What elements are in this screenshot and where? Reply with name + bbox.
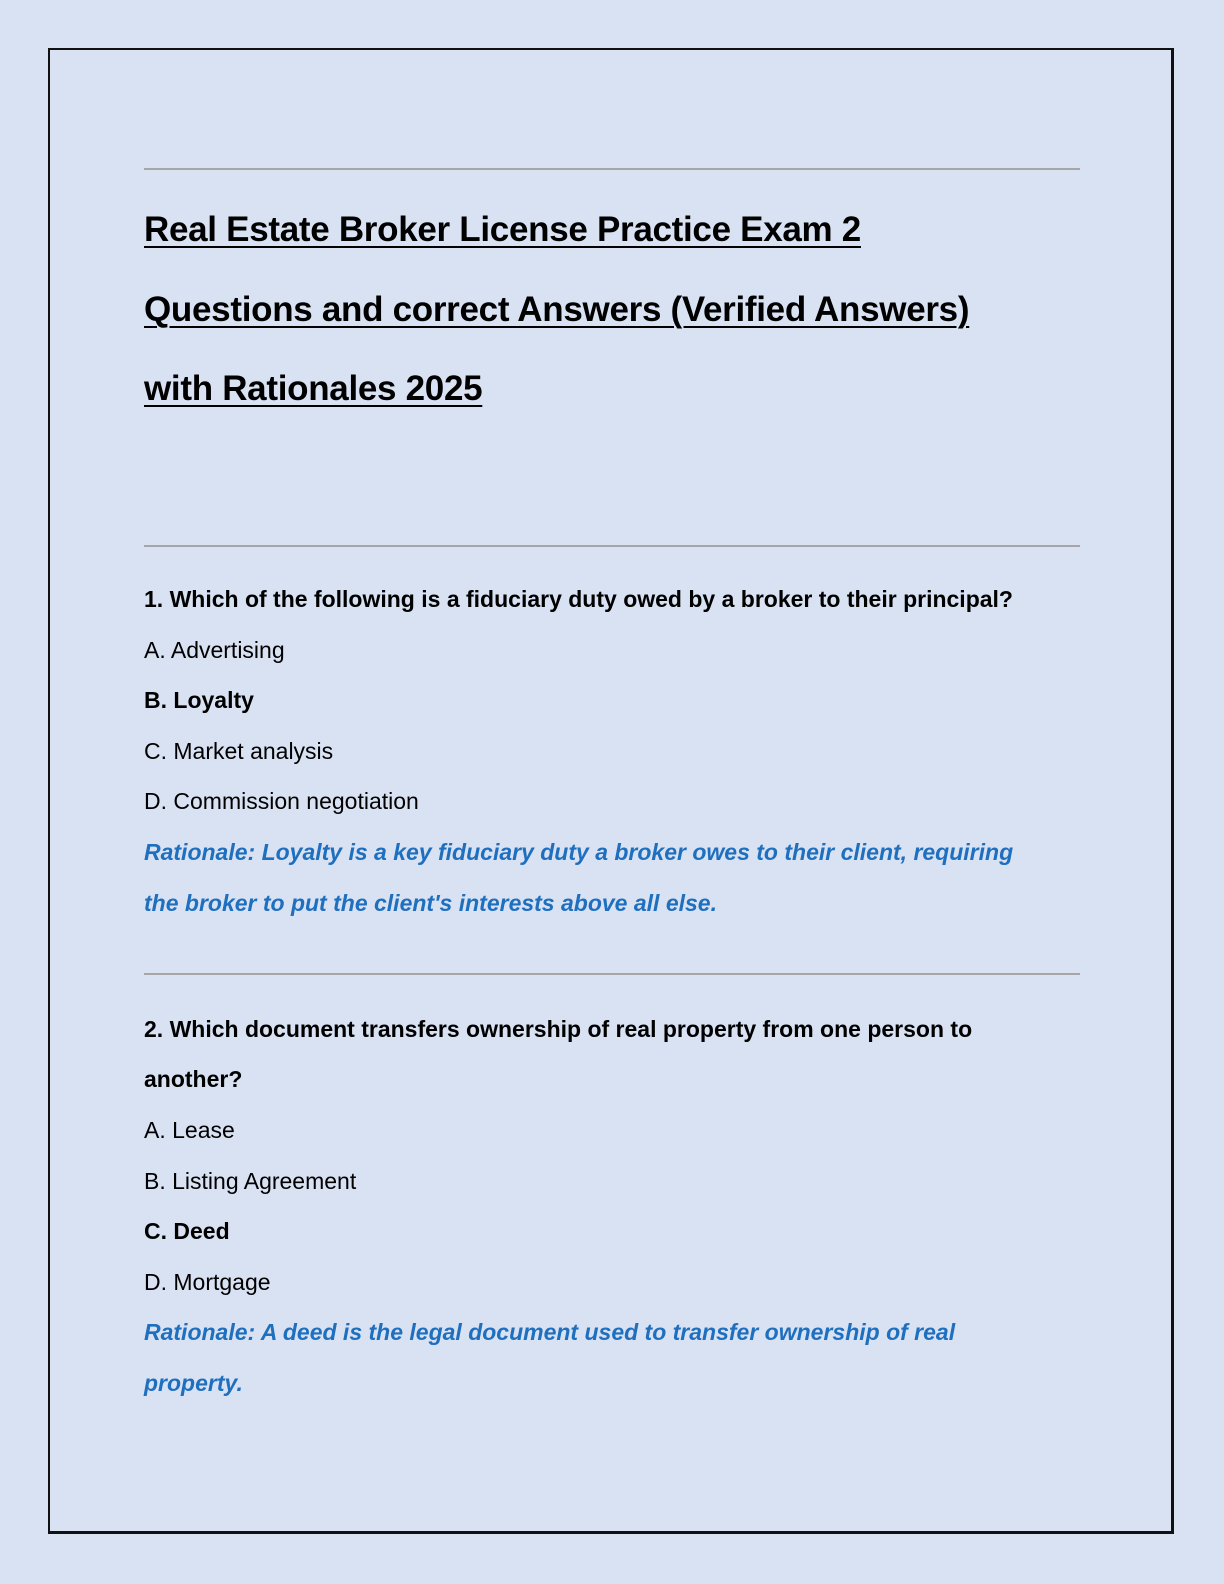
- divider-after-title: [144, 545, 1080, 547]
- question-2-rationale-line-1: Rationale: A deed is the legal document used to transfer ownership of real: [144, 1319, 956, 1345]
- question-1-text: 1. Which of the following is a fiduciary duty owed by a broker to their principal?: [144, 586, 1013, 612]
- title-line-3: with Rationales 2025: [144, 369, 483, 408]
- question-2-rationale-line-2: property.: [144, 1370, 243, 1396]
- title-line-2: Questions and correct Answers (Verified Answers): [144, 290, 970, 329]
- divider-top: [144, 168, 1080, 170]
- question-2-option-a: A. Lease: [144, 1117, 235, 1143]
- title-line-1: Real Estate Broker License Practice Exam 2: [144, 210, 861, 249]
- question-2-option-d: D. Mortgage: [144, 1269, 271, 1295]
- question-1-option-a: A. Advertising: [144, 637, 285, 663]
- question-1-rationale-line-1: Rationale: Loyalty is a key fiduciary duty a broker owes to their client, requiring: [144, 839, 1014, 865]
- question-1-option-c: C. Market analysis: [144, 738, 334, 764]
- question-1-option-d: D. Commission negotiation: [144, 788, 419, 814]
- question-2-text-line-2: another?: [144, 1066, 243, 1092]
- divider-after-question-1: [144, 973, 1080, 975]
- question-2-text-line-1: 2. Which document transfers ownership of real property from one person to: [144, 1016, 973, 1042]
- question-2-option-c-correct: C. Deed: [144, 1218, 230, 1244]
- question-1-rationale-line-2: the broker to put the client's interests above all else.: [144, 890, 717, 916]
- question-1-option-b-correct: B. Loyalty: [144, 687, 254, 713]
- question-2-option-b: B. Listing Agreement: [144, 1168, 357, 1194]
